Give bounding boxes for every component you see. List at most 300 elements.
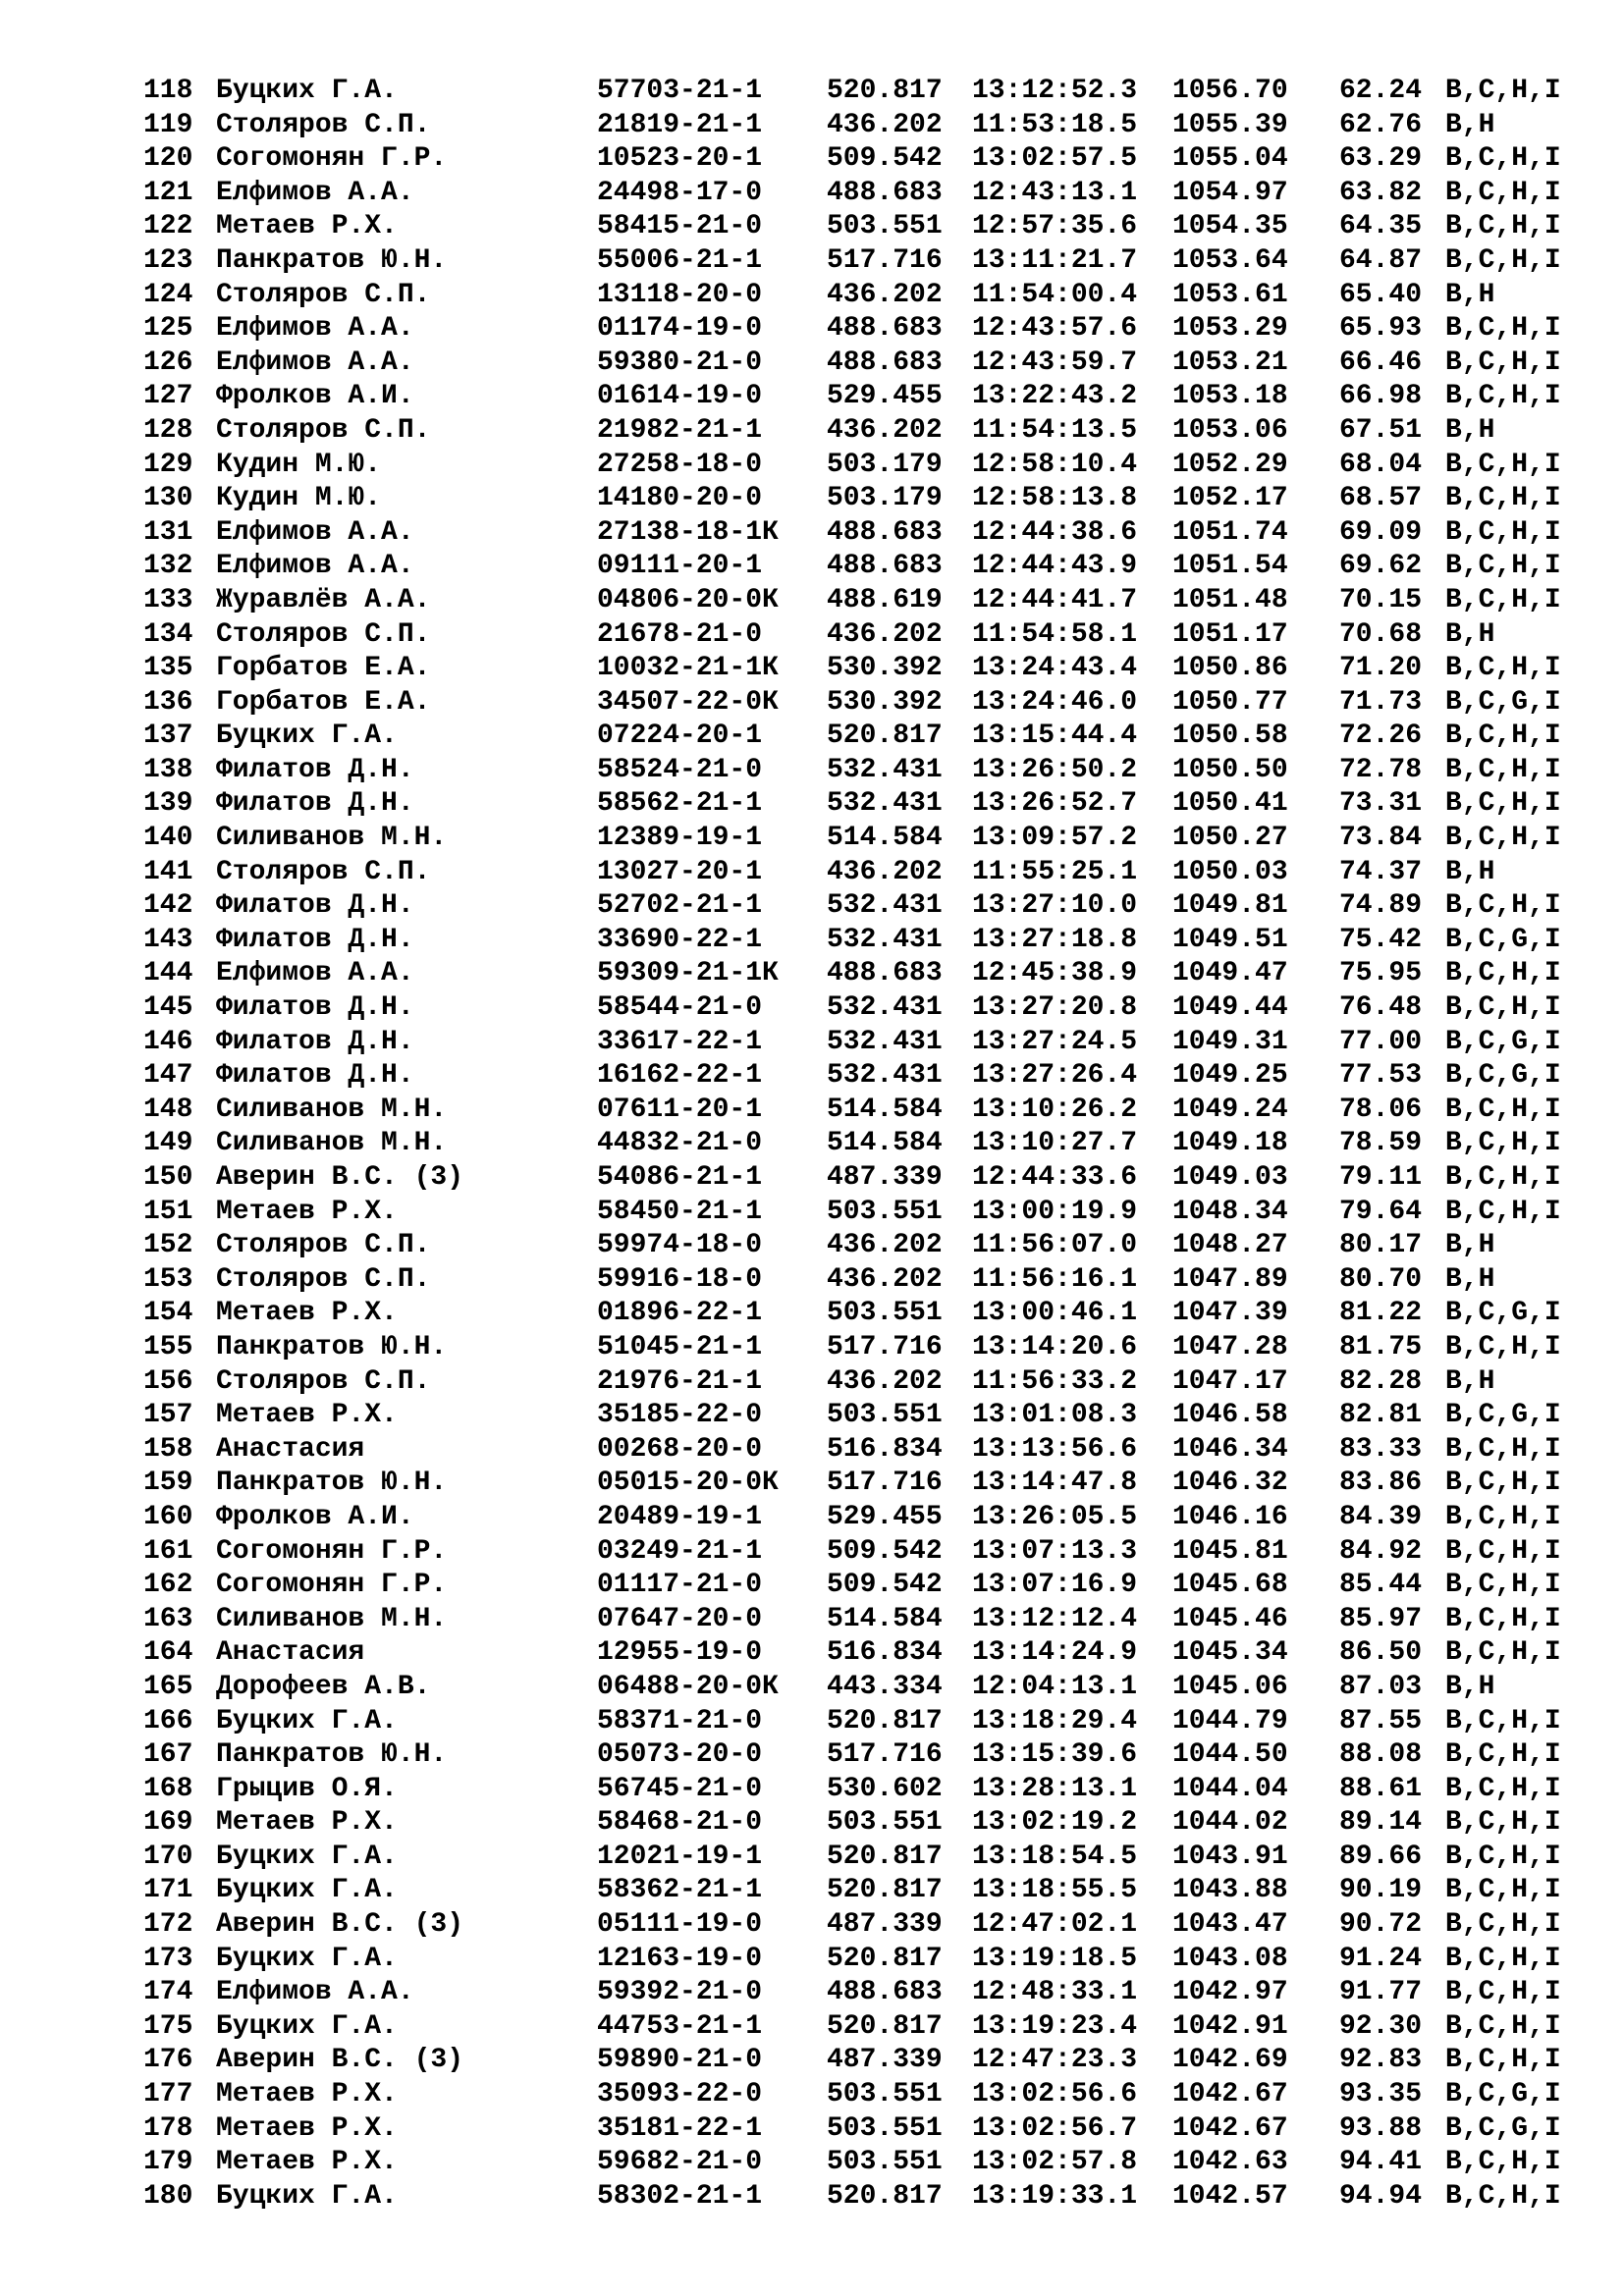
arrival-time: 13:07:16.9 (972, 1570, 1138, 1601)
categories: B,C,H,I (1445, 381, 1561, 412)
table-row (143, 584, 1577, 618)
coefficient: 83.33 (1339, 1433, 1423, 1465)
ring-number: 59682-21-0 (597, 2147, 763, 2178)
arrival-time: 13:27:24.5 (972, 1026, 1138, 1057)
categories: B,C,H,I (1445, 483, 1561, 514)
arrival-time: 13:10:26.2 (972, 1094, 1138, 1125)
categories: B,C,H,I (1445, 1943, 1561, 1974)
table-row (143, 1806, 1577, 1841)
speed: 1044.02 (1172, 1807, 1288, 1839)
ring-number: 27258-18-0 (597, 449, 763, 480)
arrival-time: 13:11:21.7 (972, 244, 1138, 276)
arrival-time: 13:12:12.4 (972, 1603, 1138, 1634)
distance: 532.431 (827, 924, 943, 955)
speed: 1047.17 (1172, 1365, 1288, 1397)
coefficient: 87.03 (1339, 1671, 1423, 1702)
table-row (143, 1399, 1577, 1433)
ring-number: 58524-21-0 (597, 754, 763, 785)
categories: B,C,H,I (1445, 653, 1561, 684)
position-number: 135 (143, 653, 193, 684)
speed: 1045.34 (1172, 1637, 1288, 1669)
table-row (143, 449, 1577, 483)
position-number: 122 (143, 211, 193, 242)
coefficient: 84.39 (1339, 1501, 1423, 1532)
categories: B,C,H,I (1445, 143, 1561, 175)
fancier-name: Буцких Г.А. (216, 1841, 398, 1872)
coefficient: 93.88 (1339, 2112, 1423, 2144)
distance: 517.716 (827, 1739, 943, 1771)
table-row (143, 2078, 1577, 2112)
table-row (143, 720, 1577, 754)
distance: 503.551 (827, 2079, 943, 2110)
table-row (143, 1196, 1577, 1230)
coefficient: 65.40 (1339, 279, 1423, 310)
table-row (143, 516, 1577, 551)
position-number: 141 (143, 856, 193, 887)
coefficient: 73.84 (1339, 823, 1423, 854)
ring-number: 34507-22-0К (597, 686, 779, 718)
position-number: 151 (143, 1196, 193, 1227)
distance: 532.431 (827, 754, 943, 785)
arrival-time: 13:07:13.3 (972, 1535, 1138, 1567)
categories: B,C,G,I (1445, 1026, 1561, 1057)
table-row (143, 1365, 1577, 1400)
ring-number: 58302-21-1 (597, 2180, 763, 2212)
coefficient: 80.17 (1339, 1230, 1423, 1261)
categories: B,H (1445, 279, 1495, 310)
ring-number: 01117-21-0 (597, 1570, 763, 1601)
table-row (143, 1161, 1577, 1196)
distance: 514.584 (827, 1603, 943, 1634)
categories: B,C,H,I (1445, 721, 1561, 752)
arrival-time: 12:57:35.6 (972, 211, 1138, 242)
position-number: 143 (143, 924, 193, 955)
ring-number: 13118-20-0 (597, 279, 763, 310)
table-row (143, 347, 1577, 381)
categories: B,C,H,I (1445, 2045, 1561, 2076)
ring-number: 55006-21-1 (597, 244, 763, 276)
coefficient: 84.92 (1339, 1535, 1423, 1567)
arrival-time: 12:44:43.9 (972, 551, 1138, 582)
fancier-name: Дорофеев А.В. (216, 1671, 431, 1702)
distance: 532.431 (827, 890, 943, 922)
coefficient: 77.00 (1339, 1026, 1423, 1057)
arrival-time: 11:53:18.5 (972, 109, 1138, 140)
distance: 530.392 (827, 686, 943, 718)
position-number: 138 (143, 754, 193, 785)
distance: 503.179 (827, 449, 943, 480)
table-row (143, 1671, 1577, 1705)
coefficient: 71.73 (1339, 686, 1423, 718)
ring-number: 07611-20-1 (597, 1094, 763, 1125)
table-row (143, 210, 1577, 244)
table-row (143, 2010, 1577, 2045)
table-row (143, 1943, 1577, 1977)
arrival-time: 13:28:13.1 (972, 1773, 1138, 1804)
fancier-name: Панкратов Ю.Н. (216, 244, 448, 276)
speed: 1042.57 (1172, 2180, 1288, 2212)
arrival-time: 11:56:33.2 (972, 1365, 1138, 1397)
speed: 1053.64 (1172, 244, 1288, 276)
ring-number: 35185-22-0 (597, 1400, 763, 1431)
arrival-time: 11:56:16.1 (972, 1263, 1138, 1295)
categories: B,C,H,I (1445, 1841, 1561, 1872)
coefficient: 86.50 (1339, 1637, 1423, 1669)
speed: 1042.63 (1172, 2147, 1288, 2178)
ring-number: 10032-21-1К (597, 653, 779, 684)
speed: 1049.81 (1172, 890, 1288, 922)
fancier-name: Столяров С.П. (216, 109, 431, 140)
coefficient: 83.86 (1339, 1468, 1423, 1499)
arrival-time: 13:14:47.8 (972, 1468, 1138, 1499)
categories: B,H (1445, 1365, 1495, 1397)
arrival-time: 13:14:20.6 (972, 1331, 1138, 1362)
position-number: 180 (143, 2180, 193, 2212)
arrival-time: 13:02:57.5 (972, 143, 1138, 175)
distance: 516.834 (827, 1433, 943, 1465)
categories: B,C,H,I (1445, 1570, 1561, 1601)
categories: B,C,G,I (1445, 2079, 1561, 2110)
fancier-name: Филатов Д.Н. (216, 788, 414, 820)
distance: 532.431 (827, 1060, 943, 1092)
ring-number: 58468-21-0 (597, 1807, 763, 1839)
distance: 520.817 (827, 1943, 943, 1974)
fancier-name: Метаев Р.Х. (216, 2147, 398, 2178)
distance: 436.202 (827, 1263, 943, 1295)
table-row (143, 686, 1577, 721)
position-number: 156 (143, 1365, 193, 1397)
ring-number: 59916-18-0 (597, 1263, 763, 1295)
coefficient: 68.57 (1339, 483, 1423, 514)
arrival-time: 12:58:10.4 (972, 449, 1138, 480)
fancier-name: Филатов Д.Н. (216, 924, 414, 955)
arrival-time: 12:43:59.7 (972, 347, 1138, 378)
position-number: 177 (143, 2079, 193, 2110)
coefficient: 62.76 (1339, 109, 1423, 140)
distance: 514.584 (827, 1128, 943, 1159)
arrival-time: 11:55:25.1 (972, 856, 1138, 887)
ring-number: 59890-21-0 (597, 2045, 763, 2076)
ring-number: 27138-18-1К (597, 516, 779, 548)
distance: 436.202 (827, 856, 943, 887)
fancier-name: Столяров С.П. (216, 1263, 431, 1295)
position-number: 160 (143, 1501, 193, 1532)
coefficient: 80.70 (1339, 1263, 1423, 1295)
distance: 530.602 (827, 1773, 943, 1804)
fancier-name: Горбатов Е.А. (216, 686, 431, 718)
ring-number: 12389-19-1 (597, 823, 763, 854)
position-number: 173 (143, 1943, 193, 1974)
speed: 1053.61 (1172, 279, 1288, 310)
speed: 1045.46 (1172, 1603, 1288, 1634)
distance: 436.202 (827, 1365, 943, 1397)
categories: B,C,H,I (1445, 2180, 1561, 2212)
arrival-time: 11:54:58.1 (972, 618, 1138, 650)
ring-number: 01174-19-0 (597, 313, 763, 345)
arrival-time: 13:19:33.1 (972, 2180, 1138, 2212)
distance: 520.817 (827, 721, 943, 752)
table-row (143, 1263, 1577, 1298)
categories: B,C,H,I (1445, 823, 1561, 854)
position-number: 148 (143, 1094, 193, 1125)
fancier-name: Столяров С.П. (216, 1365, 431, 1397)
arrival-time: 13:10:27.7 (972, 1128, 1138, 1159)
ring-number: 12021-19-1 (597, 1841, 763, 1872)
position-number: 165 (143, 1671, 193, 1702)
fancier-name: Журавлёв А.А. (216, 584, 431, 615)
speed: 1049.25 (1172, 1060, 1288, 1092)
speed: 1042.69 (1172, 2045, 1288, 2076)
categories: B,C,H,I (1445, 992, 1561, 1024)
speed: 1051.54 (1172, 551, 1288, 582)
categories: B,C,H,I (1445, 1535, 1561, 1567)
fancier-name: Кудин М.Ю. (216, 483, 382, 514)
fancier-name: Фролков А.И. (216, 1501, 414, 1532)
ring-number: 09111-20-1 (597, 551, 763, 582)
position-number: 164 (143, 1637, 193, 1669)
table-row (143, 312, 1577, 347)
coefficient: 62.24 (1339, 76, 1423, 106)
speed: 1047.89 (1172, 1263, 1288, 1295)
speed: 1055.04 (1172, 143, 1288, 175)
fancier-name: Столяров С.П. (216, 279, 431, 310)
fancier-name: Силиванов М.Н. (216, 1094, 448, 1125)
fancier-name: Филатов Д.Н. (216, 1026, 414, 1057)
coefficient: 70.15 (1339, 584, 1423, 615)
speed: 1043.47 (1172, 1909, 1288, 1941)
speed: 1046.58 (1172, 1400, 1288, 1431)
fancier-name: Столяров С.П. (216, 414, 431, 446)
categories: B,C,H,I (1445, 958, 1561, 989)
table-row (143, 1331, 1577, 1365)
position-number: 161 (143, 1535, 193, 1567)
ring-number: 12955-19-0 (597, 1637, 763, 1669)
fancier-name: Елфимов А.А. (216, 551, 414, 582)
coefficient: 65.93 (1339, 313, 1423, 345)
table-row (143, 1976, 1577, 2010)
distance: 514.584 (827, 1094, 943, 1125)
ring-number: 16162-22-1 (597, 1060, 763, 1092)
distance: 530.392 (827, 653, 943, 684)
position-number: 178 (143, 2112, 193, 2144)
ring-number: 51045-21-1 (597, 1331, 763, 1362)
table-row (143, 1297, 1577, 1331)
distance: 436.202 (827, 414, 943, 446)
arrival-time: 13:09:57.2 (972, 823, 1138, 854)
categories: B,C,H,I (1445, 1909, 1561, 1941)
speed: 1044.50 (1172, 1739, 1288, 1771)
table-row (143, 1636, 1577, 1671)
coefficient: 63.82 (1339, 177, 1423, 208)
table-row (143, 244, 1577, 279)
distance: 509.542 (827, 1570, 943, 1601)
table-row (143, 991, 1577, 1026)
categories: B,C,H,I (1445, 890, 1561, 922)
categories: B,C,H,I (1445, 551, 1561, 582)
ring-number: 59974-18-0 (597, 1230, 763, 1261)
ring-number: 58562-21-1 (597, 788, 763, 820)
distance: 517.716 (827, 244, 943, 276)
speed: 1043.08 (1172, 1943, 1288, 1974)
arrival-time: 11:54:00.4 (972, 279, 1138, 310)
table-row (143, 2112, 1577, 2147)
speed: 1045.81 (1172, 1535, 1288, 1567)
distance: 487.339 (827, 2045, 943, 2076)
ring-number: 05111-19-0 (597, 1909, 763, 1941)
position-number: 147 (143, 1060, 193, 1092)
position-number: 152 (143, 1230, 193, 1261)
position-number: 170 (143, 1841, 193, 1872)
speed: 1043.88 (1172, 1875, 1288, 1906)
table-row (143, 1229, 1577, 1263)
distance: 503.179 (827, 483, 943, 514)
arrival-time: 13:19:18.5 (972, 1943, 1138, 1974)
ring-number: 52702-21-1 (597, 890, 763, 922)
distance: 516.834 (827, 1637, 943, 1669)
arrival-time: 13:24:43.4 (972, 653, 1138, 684)
speed: 1052.17 (1172, 483, 1288, 514)
coefficient: 66.98 (1339, 381, 1423, 412)
distance: 503.551 (827, 2112, 943, 2144)
distance: 520.817 (827, 76, 943, 106)
categories: B,C,H,I (1445, 1637, 1561, 1669)
position-number: 171 (143, 1875, 193, 1906)
table-row (143, 414, 1577, 449)
position-number: 124 (143, 279, 193, 310)
arrival-time: 13:15:44.4 (972, 721, 1138, 752)
categories: B,C,H,I (1445, 754, 1561, 785)
fancier-name: Метаев Р.Х. (216, 2079, 398, 2110)
coefficient: 79.64 (1339, 1196, 1423, 1227)
table-row (143, 1501, 1577, 1535)
position-number: 168 (143, 1773, 193, 1804)
position-number: 179 (143, 2147, 193, 2178)
ring-number: 58450-21-1 (597, 1196, 763, 1227)
coefficient: 73.31 (1339, 788, 1423, 820)
arrival-time: 13:27:18.8 (972, 924, 1138, 955)
coefficient: 71.20 (1339, 653, 1423, 684)
position-number: 132 (143, 551, 193, 582)
categories: B,H (1445, 1230, 1495, 1261)
arrival-time: 13:02:56.6 (972, 2079, 1138, 2110)
distance: 529.455 (827, 381, 943, 412)
distance: 488.683 (827, 551, 943, 582)
speed: 1050.27 (1172, 823, 1288, 854)
ring-number: 33617-22-1 (597, 1026, 763, 1057)
fancier-name: Елфимов А.А. (216, 1977, 414, 2008)
coefficient: 74.89 (1339, 890, 1423, 922)
fancier-name: Грыцив О.Я. (216, 1773, 398, 1804)
ring-number: 35093-22-0 (597, 2079, 763, 2110)
ring-number: 58415-21-0 (597, 211, 763, 242)
table-row (143, 177, 1577, 211)
arrival-time: 12:43:57.6 (972, 313, 1138, 345)
arrival-time: 13:18:29.4 (972, 1705, 1138, 1736)
fancier-name: Столяров С.П. (216, 1230, 431, 1261)
speed: 1046.32 (1172, 1468, 1288, 1499)
ring-number: 35181-22-1 (597, 2112, 763, 2144)
position-number: 127 (143, 381, 193, 412)
distance: 488.683 (827, 313, 943, 345)
fancier-name: Столяров С.П. (216, 856, 431, 887)
speed: 1050.58 (1172, 721, 1288, 752)
coefficient: 70.68 (1339, 618, 1423, 650)
speed: 1053.21 (1172, 347, 1288, 378)
coefficient: 66.46 (1339, 347, 1423, 378)
categories: B,C,H,I (1445, 788, 1561, 820)
fancier-name: Панкратов Ю.Н. (216, 1739, 448, 1771)
ring-number: 14180-20-0 (597, 483, 763, 514)
fancier-name: Буцких Г.А. (216, 1943, 398, 1974)
distance: 520.817 (827, 1705, 943, 1736)
categories: B,C,H,I (1445, 449, 1561, 480)
fancier-name: Столяров С.П. (216, 618, 431, 650)
arrival-time: 11:56:07.0 (972, 1230, 1138, 1261)
position-number: 163 (143, 1603, 193, 1634)
categories: B,C,H,I (1445, 1875, 1561, 1906)
categories: B,C,H,I (1445, 313, 1561, 345)
speed: 1051.17 (1172, 618, 1288, 650)
speed: 1046.34 (1172, 1433, 1288, 1465)
fancier-name: Кудин М.Ю. (216, 449, 382, 480)
position-number: 133 (143, 584, 193, 615)
distance: 520.817 (827, 1875, 943, 1906)
fancier-name: Силиванов М.Н. (216, 823, 448, 854)
distance: 517.716 (827, 1331, 943, 1362)
coefficient: 89.14 (1339, 1807, 1423, 1839)
speed: 1048.27 (1172, 1230, 1288, 1261)
coefficient: 76.48 (1339, 992, 1423, 1024)
arrival-time: 13:26:50.2 (972, 754, 1138, 785)
arrival-time: 13:02:57.8 (972, 2147, 1138, 2178)
arrival-time: 13:02:19.2 (972, 1807, 1138, 1839)
fancier-name: Метаев Р.Х. (216, 1298, 398, 1329)
categories: B,C,H,I (1445, 1773, 1561, 1804)
arrival-time: 13:27:20.8 (972, 992, 1138, 1024)
speed: 1055.39 (1172, 109, 1288, 140)
ring-number: 24498-17-0 (597, 177, 763, 208)
ring-number: 01614-19-0 (597, 381, 763, 412)
fancier-name: Метаев Р.Х. (216, 211, 398, 242)
coefficient: 63.29 (1339, 143, 1423, 175)
distance: 503.551 (827, 2147, 943, 2178)
ring-number: 54086-21-1 (597, 1162, 763, 1193)
coefficient: 93.35 (1339, 2079, 1423, 2110)
speed: 1053.06 (1172, 414, 1288, 446)
categories: B,C,H,I (1445, 1501, 1561, 1532)
coefficient: 64.87 (1339, 244, 1423, 276)
table-row (143, 75, 1577, 109)
arrival-time: 12:44:38.6 (972, 516, 1138, 548)
table-row (143, 1535, 1577, 1570)
distance: 436.202 (827, 1230, 943, 1261)
categories: B,C,H,I (1445, 76, 1561, 106)
fancier-name: Горбатов Е.А. (216, 653, 431, 684)
fancier-name: Анастасия (216, 1433, 365, 1465)
coefficient: 77.53 (1339, 1060, 1423, 1092)
table-row (143, 1026, 1577, 1060)
speed: 1049.47 (1172, 958, 1288, 989)
arrival-time: 13:13:56.6 (972, 1433, 1138, 1465)
speed: 1050.77 (1172, 686, 1288, 718)
fancier-name: Аверин В.С. (3) (216, 1162, 464, 1193)
arrival-time: 13:18:55.5 (972, 1875, 1138, 1906)
distance: 488.619 (827, 584, 943, 615)
speed: 1053.18 (1172, 381, 1288, 412)
categories: B,H (1445, 109, 1495, 140)
distance: 532.431 (827, 788, 943, 820)
distance: 503.551 (827, 1807, 943, 1839)
